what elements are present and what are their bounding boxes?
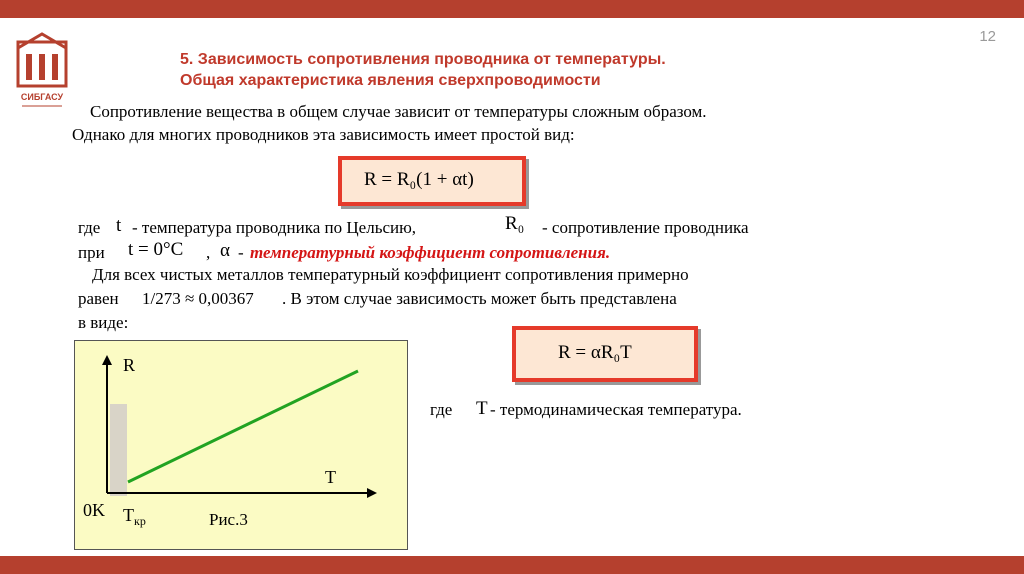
- where-t-description: - температура проводника по Цельсию,: [132, 218, 417, 237]
- resistance-chart: [75, 341, 407, 549]
- condition-comma: ,: [206, 243, 211, 262]
- where-r0-symbol: R₀: [505, 213, 525, 234]
- where-r0-description: - сопротивление проводника: [542, 218, 749, 237]
- where-t-symbol: t: [116, 215, 122, 236]
- paragraph-1-line-1: Сопротивление вещества в общем случае зависит от температуры сложным образом.: [90, 102, 707, 121]
- origin-label: 0K: [83, 500, 105, 520]
- paragraph-2-line-2: . В этом случае зависимость может быть представлена: [282, 289, 677, 308]
- slide-title: [180, 49, 666, 91]
- where2-T-symbol: T: [476, 398, 488, 419]
- title-line-1: 5. Зависимость сопротивления проводника от температуры.: [180, 51, 666, 68]
- top-bar: [0, 0, 1024, 18]
- x-axis-label: T: [325, 467, 336, 487]
- logo-text: СИБГАСУ: [20, 92, 64, 102]
- tick-label-tkr-sub: кр: [134, 514, 146, 528]
- at-condition: t = 0°C: [128, 239, 184, 260]
- graph-panel: [74, 340, 408, 550]
- x-axis-arrow: [367, 488, 377, 498]
- bottom-bar: [0, 556, 1024, 574]
- alpha-dash: -: [238, 243, 244, 262]
- slide-number: 12: [979, 28, 996, 45]
- title-line-2: Общая характеристика явления сверхпроводимости: [180, 72, 601, 89]
- alpha-symbol: α: [220, 240, 230, 261]
- paragraph-2-equals: равен: [78, 289, 119, 308]
- y-axis-label: R: [123, 355, 136, 375]
- paragraph-2-line-1: Для всех чистых металлов температурный коэффициент сопротивления примерно: [92, 265, 689, 284]
- where2-description: - термодинамическая температура.: [490, 400, 742, 419]
- formula-2: R = αR₀T: [558, 342, 632, 363]
- tick-label-tkr: $T_{кр}$: [123, 505, 146, 528]
- formula-box-2: [512, 326, 698, 382]
- series-line: [128, 371, 358, 482]
- y-axis-arrow: [102, 355, 112, 365]
- where-prefix: где: [78, 218, 101, 237]
- where2-prefix: где: [430, 400, 453, 419]
- alpha-description: температурный коэффициент сопротивления.: [250, 243, 611, 262]
- formula-box-1: [338, 156, 526, 206]
- superconducting-band: [110, 404, 127, 496]
- at-prefix: при: [78, 243, 105, 262]
- paragraph-2-value: 1/273 ≈ 0,00367: [142, 289, 254, 308]
- university-logo: [14, 30, 70, 114]
- paragraph-1-line-2: Однако для многих проводников эта зависимость имеет простой вид:: [72, 125, 575, 144]
- figure-caption: Рис.3: [209, 510, 248, 529]
- paragraph-2-line-3: в виде:: [78, 313, 129, 332]
- formula-1: R = R₀(1 + αt): [364, 169, 474, 190]
